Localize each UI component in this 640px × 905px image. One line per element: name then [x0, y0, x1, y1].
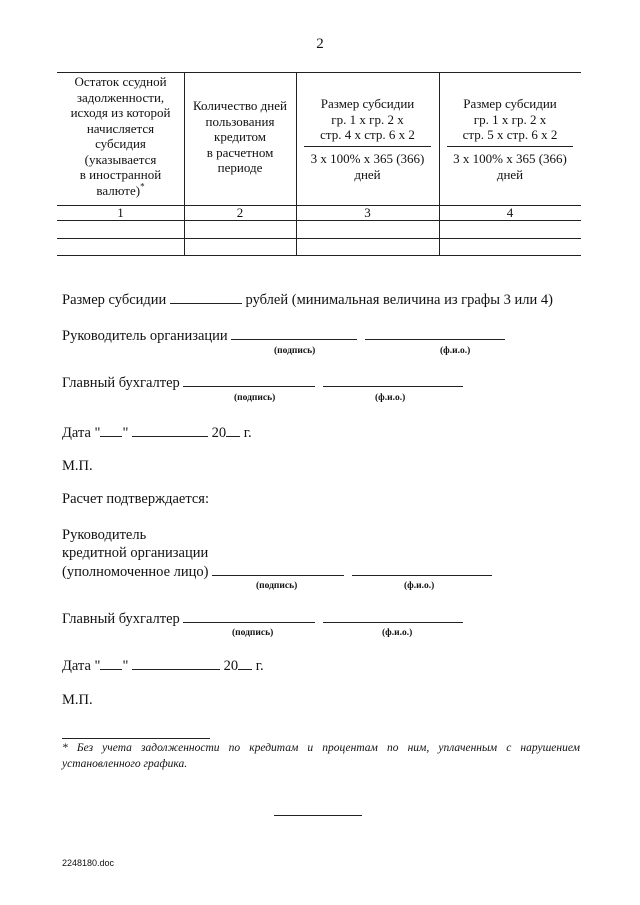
col3-header-line: гр. 1 х гр. 2 х	[331, 111, 404, 127]
chief-accountant-signature-caption: (подпись)	[232, 628, 274, 638]
chief-accountant-name-caption: (ф.и.о.)	[382, 628, 413, 638]
col4-fraction-bar	[447, 146, 573, 147]
col2-header-line: кредитом	[214, 129, 266, 144]
col3-header-line: стр. 4 х стр. 6 х 2	[320, 127, 415, 142]
chief-accountant-label: Главный бухгалтер	[62, 375, 180, 391]
col4-formula-numerator	[439, 96, 581, 143]
column-number: 2	[236, 205, 244, 220]
col4-header-line: стр. 5 х стр. 6 х 2	[462, 127, 558, 142]
col1-header	[57, 74, 184, 198]
table-row-border	[57, 238, 581, 239]
col2-header-line: в расчетном	[206, 144, 274, 160]
subsidy-amount-label: Размер субсидии	[62, 292, 167, 308]
date-suffix: г.	[255, 658, 264, 674]
date-month-blank	[132, 657, 220, 670]
bank-head-signature-blank	[212, 563, 344, 576]
date-year: 20	[223, 658, 239, 674]
col3-fraction-bar	[304, 146, 431, 147]
column-number: 1	[117, 205, 124, 220]
chief-accountant-signature-blank	[183, 374, 315, 387]
document-filename: 2248180.doc	[62, 858, 115, 868]
org-head-signature-caption: (подпись)	[274, 346, 316, 356]
subsidy-amount-line	[62, 291, 553, 309]
date-line	[62, 657, 264, 675]
footnote-text: * Без учета задолженности по кредитам и процентам по ним, уплаченным с нарушением установленного графика.	[62, 742, 580, 770]
col3-header-line: дней	[354, 166, 381, 182]
seal-mark: М.П.	[62, 692, 93, 708]
org-head-line	[62, 327, 505, 345]
date-day-blank	[100, 424, 122, 437]
page-number: 2	[316, 36, 324, 52]
col1-header-line	[57, 183, 184, 199]
bank-head-line	[62, 563, 492, 581]
date-line	[62, 424, 252, 442]
col2-header-line: периоде	[217, 160, 263, 175]
footnote-marker: *	[140, 181, 145, 192]
col4-header-line: 3 х 100% х 365 (366)	[453, 151, 567, 166]
date-year: 20	[211, 425, 227, 441]
bank-head-name-blank	[352, 563, 492, 576]
org-head-signature-blank	[231, 327, 357, 340]
end-rule	[274, 815, 362, 816]
col1-header-line: исходя из которой	[70, 105, 171, 120]
date-quote: "	[122, 658, 129, 674]
col3-formula-numerator	[296, 96, 439, 143]
col4-header-line: дней	[496, 166, 524, 182]
col3-header-line: 3 х 100% х 365 (366)	[310, 151, 425, 166]
col1-header-line: в иностранной	[79, 167, 162, 182]
bank-head-name-caption: (ф.и.о.)	[404, 581, 435, 591]
confirmation-text: Расчет подтверждается:	[62, 491, 210, 507]
col1-header-line: субсидия	[95, 136, 146, 151]
col2-header-line: пользования	[205, 113, 275, 129]
bank-head-label: (уполномоченное лицо)	[62, 564, 209, 580]
table-top-border	[57, 72, 581, 73]
col2-header-line: Количество дней	[193, 98, 287, 113]
chief-accountant-name-blank	[323, 610, 463, 623]
chief-accountant-signature-caption: (подпись)	[234, 393, 276, 403]
date-day-blank	[100, 657, 122, 670]
col1-header-line: начисляется	[86, 120, 155, 136]
chief-accountant-name-caption: (ф.и.о.)	[375, 393, 406, 403]
col3-formula-denominator	[296, 151, 439, 182]
footnote-separator	[62, 738, 210, 739]
table-bottom-border	[57, 255, 581, 256]
chief-accountant-line	[62, 374, 463, 392]
col1-header-line: Остаток ссудной	[74, 74, 167, 89]
date-year-blank	[226, 424, 240, 437]
date-month-blank	[132, 424, 208, 437]
bank-head-title-line: Руководитель	[62, 527, 147, 543]
date-prefix: Дата "	[62, 425, 101, 441]
column-number: 3	[364, 205, 371, 220]
column-number: 4	[506, 205, 514, 220]
subsidy-table	[57, 72, 581, 256]
org-head-name-blank	[365, 327, 505, 340]
col1-header-text: валюте)	[96, 182, 141, 198]
col4-header-line: Размер субсидии	[463, 96, 557, 111]
bank-head-signature-caption: (подпись)	[256, 581, 298, 591]
col4-header-line: гр. 1 х гр. 2 х	[473, 111, 547, 127]
table-number-row-border	[57, 220, 581, 221]
seal-mark: М.П.	[62, 458, 93, 474]
col4-formula-denominator	[439, 151, 581, 182]
chief-accountant-name-blank	[323, 374, 463, 387]
chief-accountant-label: Главный бухгалтер	[62, 611, 180, 627]
col1-header-line: (указывается	[84, 151, 157, 167]
date-quote: "	[122, 425, 129, 441]
date-year-blank	[238, 657, 252, 670]
subsidy-amount-suffix: рублей (минимальная величина из графы 3 или 4)	[245, 292, 553, 308]
col3-header-line: Размер субсидии	[320, 96, 415, 111]
date-prefix: Дата "	[62, 658, 101, 674]
chief-accountant-line	[62, 610, 463, 628]
chief-accountant-signature-blank	[183, 610, 315, 623]
org-head-name-caption: (ф.и.о.)	[440, 346, 471, 356]
col2-header	[184, 98, 296, 176]
date-suffix: г.	[243, 425, 252, 441]
col1-header-line: задолженности,	[76, 89, 165, 105]
subsidy-amount-blank	[170, 291, 242, 304]
org-head-label: Руководитель организации	[62, 328, 228, 344]
bank-head-title-line: кредитной организации	[62, 545, 209, 561]
